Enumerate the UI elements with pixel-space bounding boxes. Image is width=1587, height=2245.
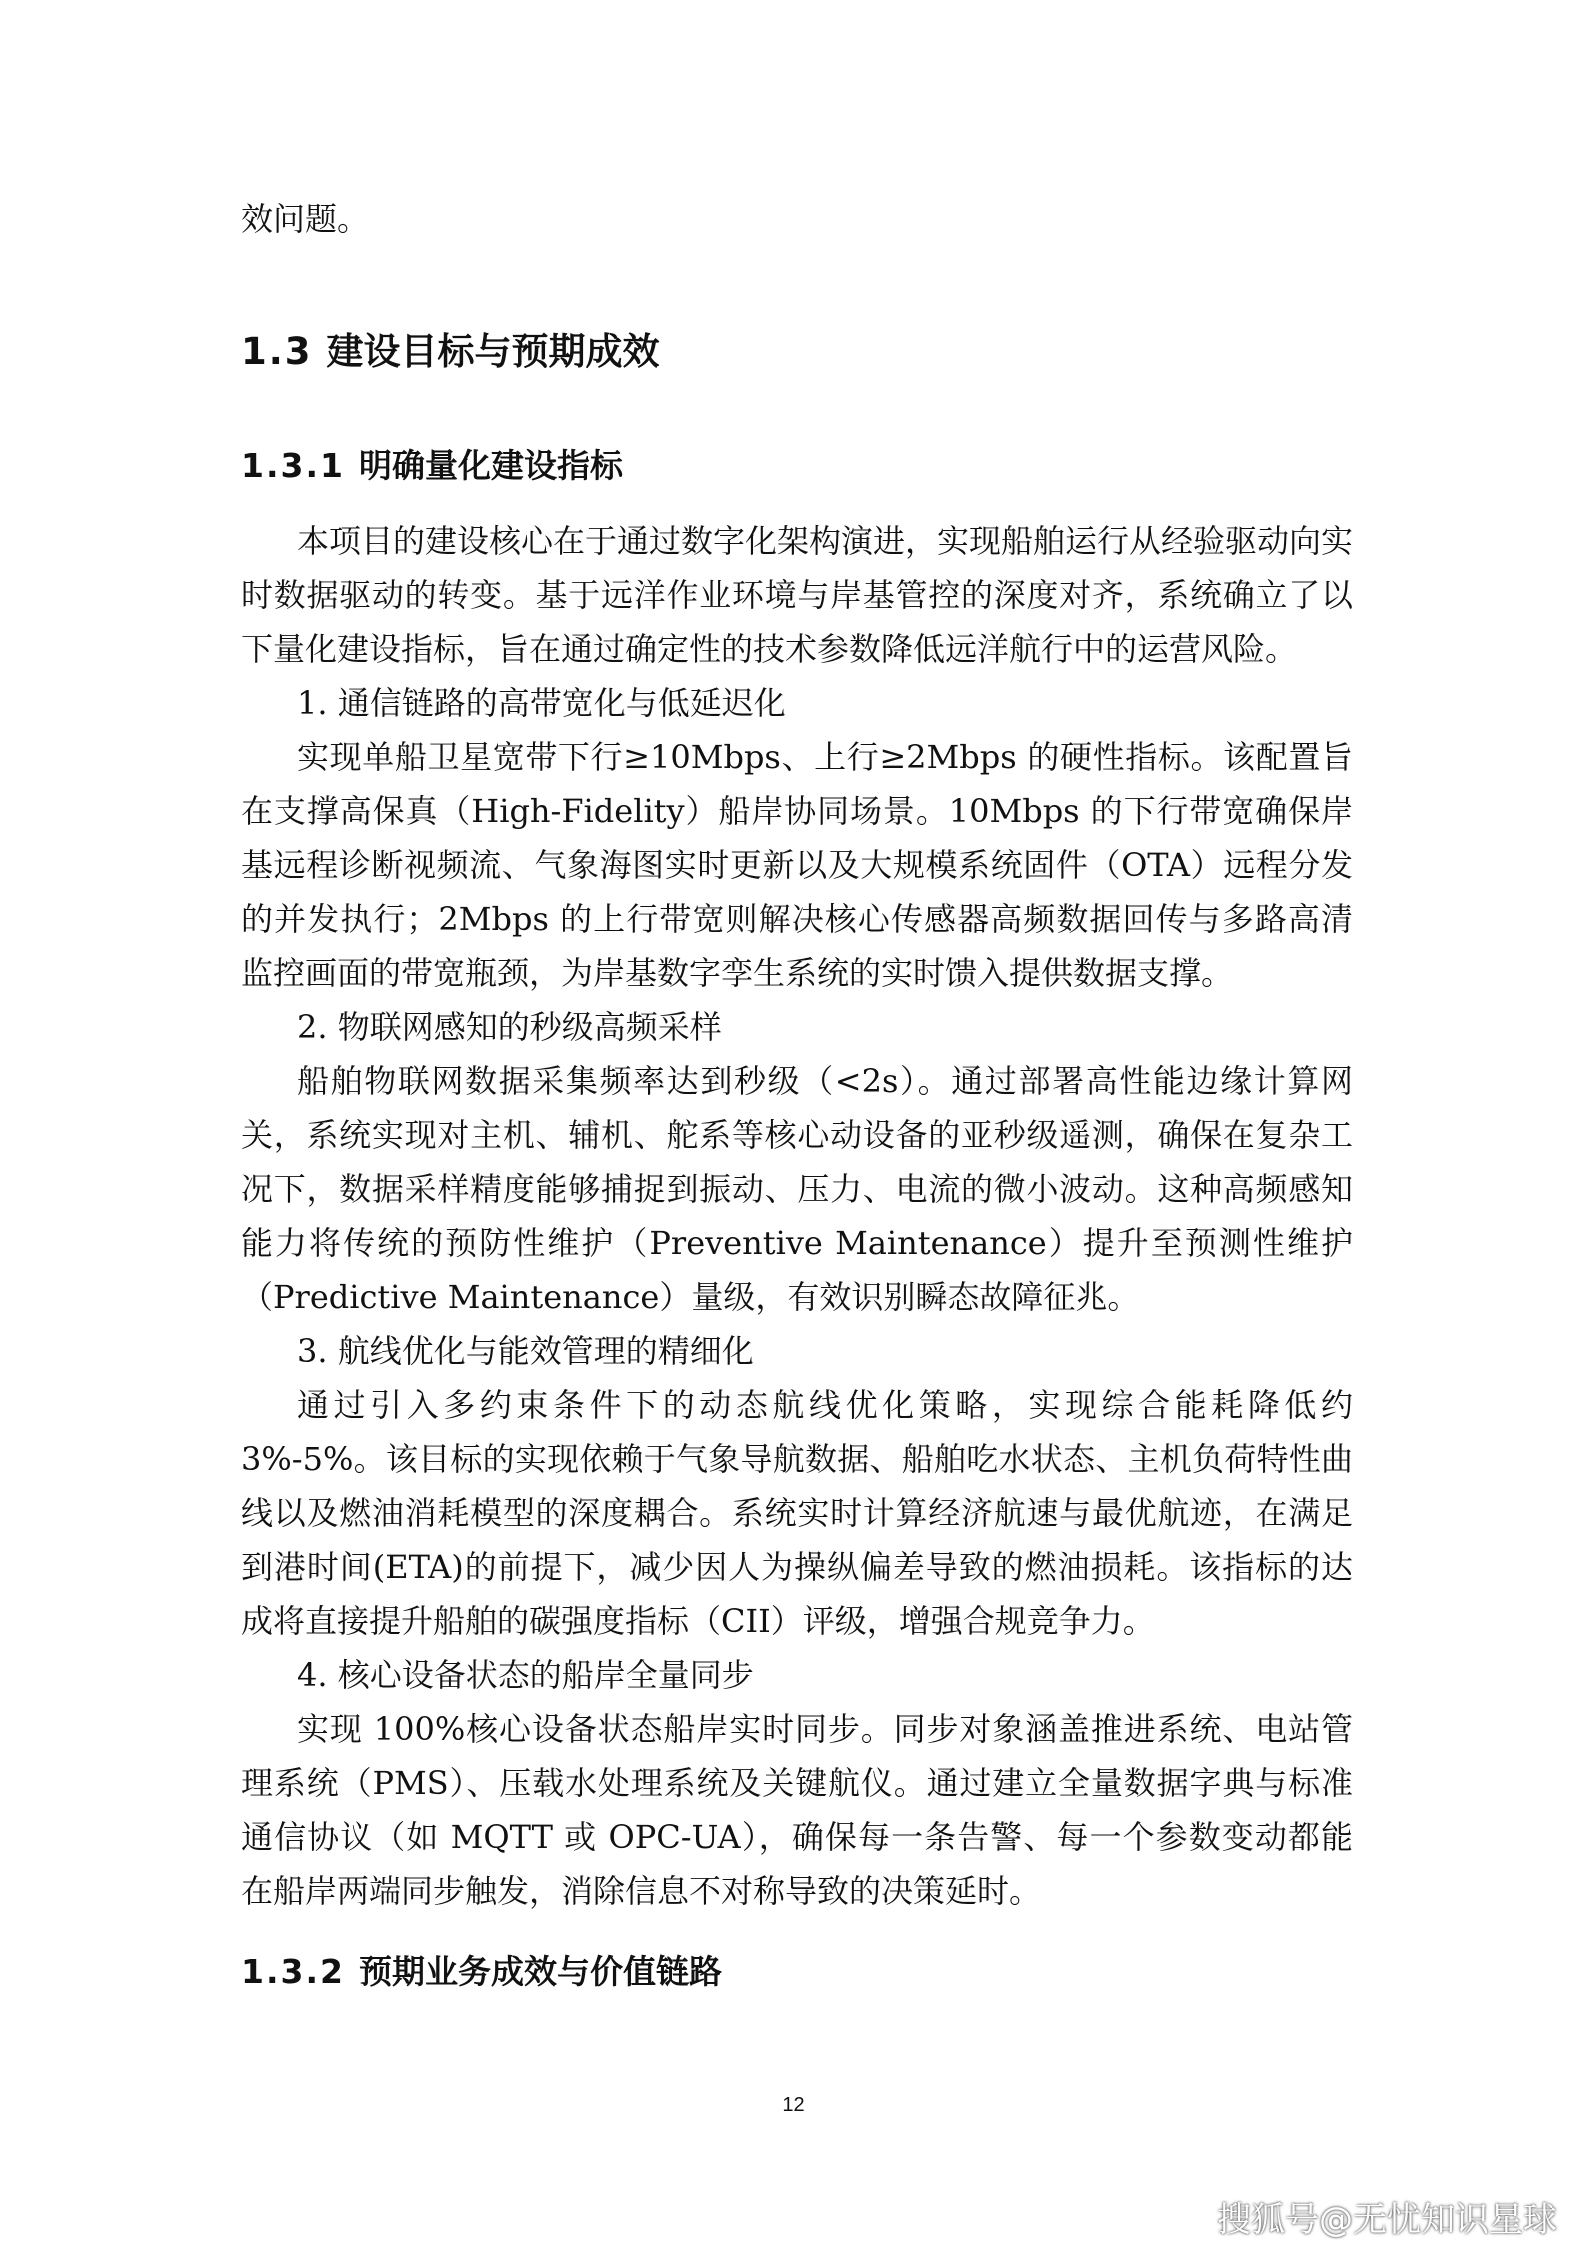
watermark: 搜狐号@无忧知识星球 xyxy=(1217,2200,1557,2240)
subsection-number-1: 1.3.1 xyxy=(241,446,345,485)
section-title: 建设目标与预期成效 xyxy=(326,330,660,373)
section-number: 1.3 xyxy=(241,330,313,373)
subsection-number-2: 1.3.2 xyxy=(241,1952,345,1991)
item-heading-3: 3. 航线优化与能效管理的精细化 xyxy=(297,1332,754,1370)
item-body-4: 实现 100%核心设备状态船岸实时同步。同步对象涵盖推进系统、电站管理系统（PMS）、压载水处理系统及关键航仪。通过建立全量数据字典与标准通信协议（如 MQTT 或 OPC-UA），确保每一条告警、每一个参数变动都能在船岸两端同步触发，消除信息不对称导致的决策延时。 xyxy=(241,1710,1353,1910)
continuation-paragraph: 效问题。 xyxy=(241,200,370,238)
subsection-title-1: 明确量化建设指标 xyxy=(358,446,623,485)
item-heading-2: 2. 物联网感知的秒级高频采样 xyxy=(297,1008,722,1046)
page-number: 12 xyxy=(782,2094,805,2116)
intro-paragraph: 本项目的建设核心在于通过数字化架构演进，实现船舶运行从经验驱动向实时数据驱动的转变。基于远洋作业环境与岸基管控的深度对齐，系统确立了以下量化建设指标，旨在通过确定性的技术参数降低远洋航行中的运营风险。 xyxy=(241,522,1354,668)
item-body-1: 实现单船卫星宽带下行≥10Mbps、上行≥2Mbps 的硬性指标。该配置旨在支撑高保真（High-Fidelity）船岸协同场景。10Mbps 的下行带宽确保岸基远程诊断视频流、气象海图实时更新以及大规模系统固件（OTA）远程分发的并发执行；2Mbps 的上行带宽则解决核心传感器高频数据回传与多路高清监控画面的带宽瓶颈，为岸基数字孪生系统的实时馈入提供数据支撑。 xyxy=(241,738,1353,992)
section-heading xyxy=(241,326,1353,378)
subsection-title-2: 预期业务成效与价值链路 xyxy=(358,1952,722,1991)
item-heading-1: 1. 通信链路的高带宽化与低延迟化 xyxy=(297,684,786,722)
subsection-heading-2 xyxy=(241,1948,1353,1996)
item-body-2: 船舶物联网数据采集频率达到秒级（<2s）。通过部署高性能边缘计算网关，系统实现对主机、辅机、舵系等核心动设备的亚秒级遥测，确保在复杂工况下，数据采样精度能够捕捉到振动、压力、电流的微小波动。这种高频感知能力将传统的预防性维护（Preventive Maintenance）提升至预测性维护（Predictive Maintenance）量级，有效识别瞬态故障征兆。 xyxy=(241,1062,1353,1316)
subsection-heading-1 xyxy=(241,442,1353,490)
page-content xyxy=(241,192,1353,2020)
item-body-3: 通过引入多约束条件下的动态航线优化策略，实现综合能耗降低约 3%-5%。该目标的实现依赖于气象导航数据、船舶吃水状态、主机负荷特性曲线以及燃油消耗模型的深度耦合。系统实时计算经济航速与最优航迹，在满足到港时间(ETA)的前提下，减少因人为操纵偏差导致的燃油损耗。该指标的达成将直接提升船舶的碳强度指标（CII）评级，增强合规竞争力。 xyxy=(241,1386,1353,1640)
item-heading-4: 4. 核心设备状态的船岸全量同步 xyxy=(297,1656,754,1694)
